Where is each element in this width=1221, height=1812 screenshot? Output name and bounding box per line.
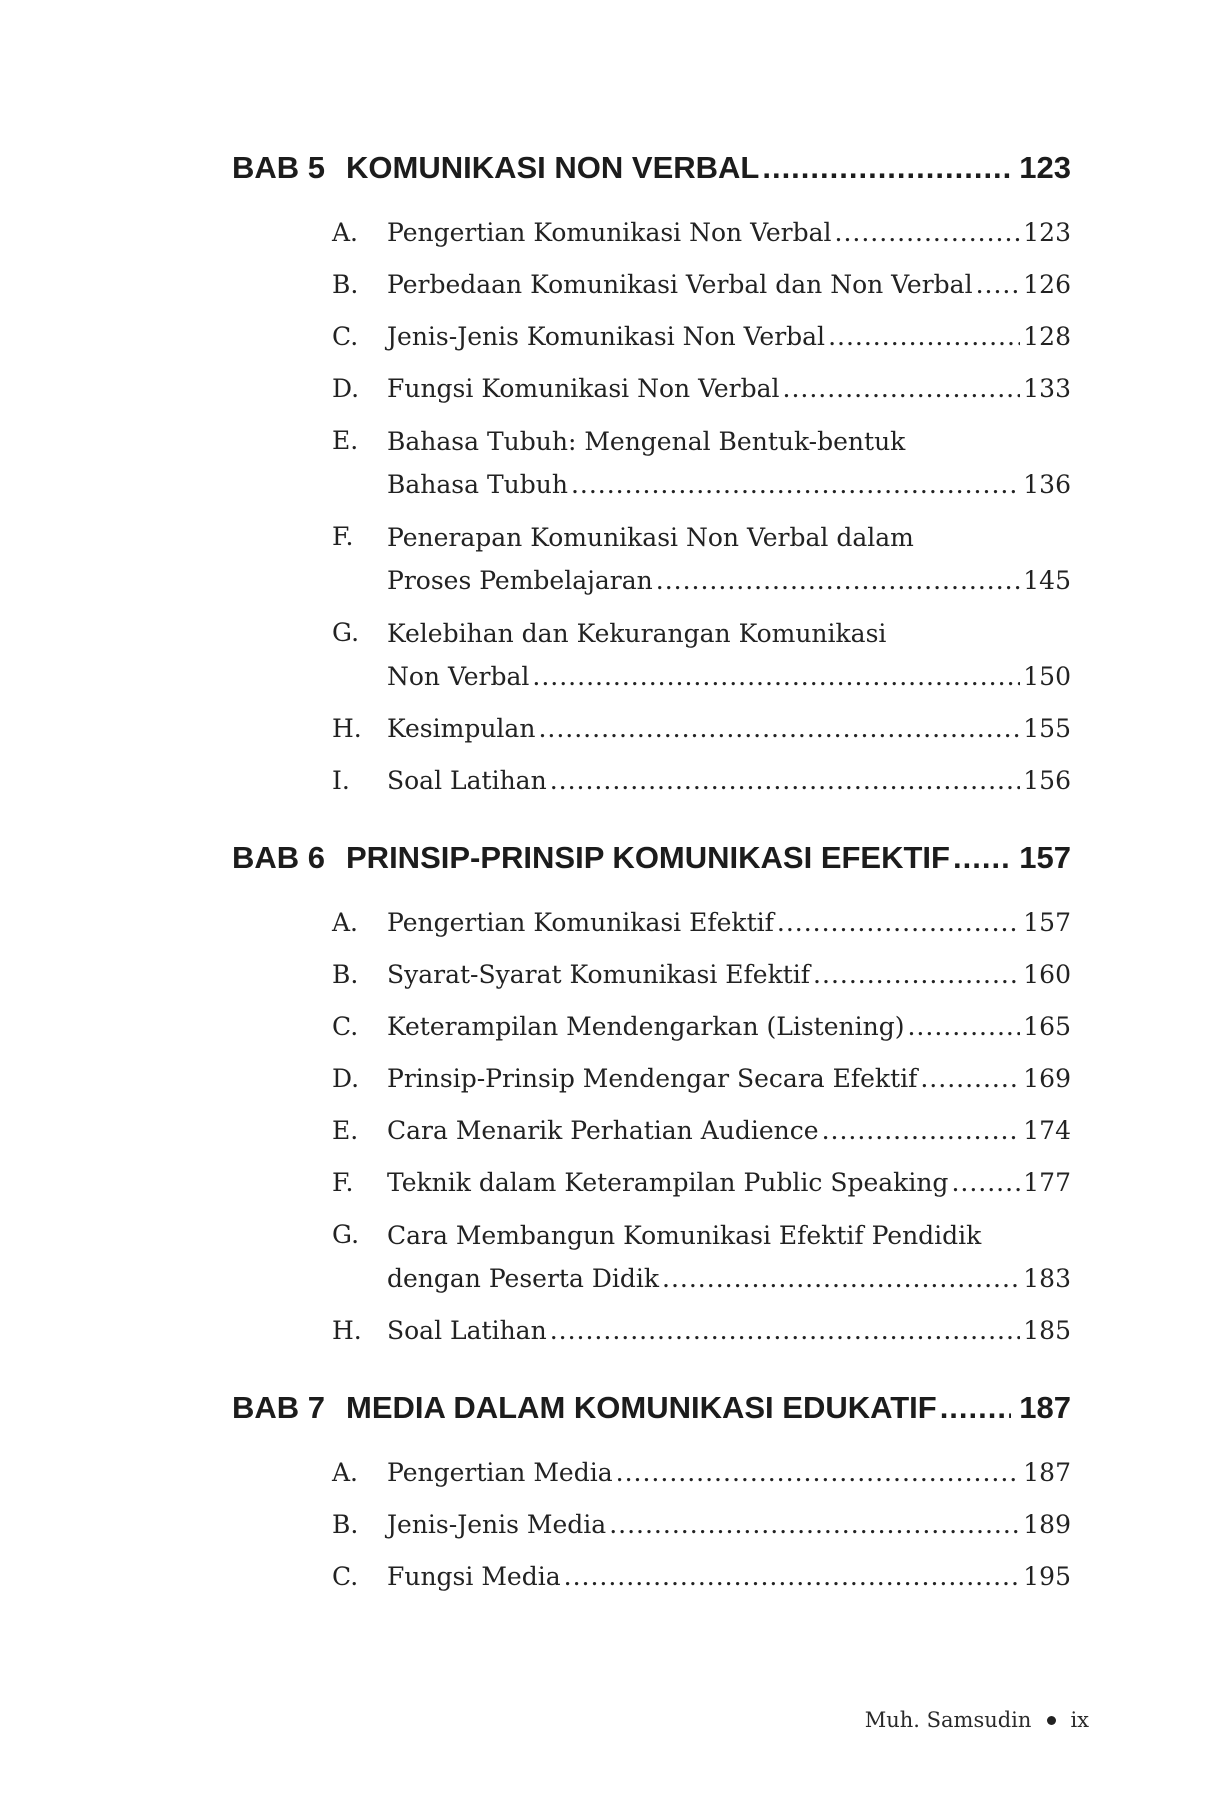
entry-letter: F. bbox=[332, 522, 354, 551]
toc-entry[interactable] bbox=[232, 264, 1071, 306]
entry-title: Soal Latihan bbox=[387, 1316, 547, 1345]
chapter-number: BAB 7 bbox=[232, 1390, 326, 1425]
toc-entry[interactable] bbox=[232, 1058, 1071, 1100]
bullet-icon bbox=[1047, 1716, 1056, 1725]
chapter-section bbox=[232, 150, 1071, 802]
toc-entry[interactable] bbox=[232, 1556, 1071, 1598]
dot-leader bbox=[783, 368, 1021, 410]
entry-letter: A. bbox=[332, 218, 359, 247]
dot-leader bbox=[656, 560, 1021, 602]
toc-entry[interactable] bbox=[232, 420, 1071, 506]
entry-title: Cara Membangun Komunikasi Efektif Pendidik bbox=[387, 1221, 982, 1250]
entry-letter: E. bbox=[332, 1116, 359, 1145]
entry-title: Prinsip-Prinsip Mendengar Secara Efektif bbox=[387, 1064, 918, 1093]
entry-title: Fungsi Media bbox=[387, 1562, 561, 1591]
dot-leader bbox=[951, 1162, 1020, 1204]
toc-entry[interactable] bbox=[232, 1006, 1071, 1048]
entry-title: Jenis-Jenis Media bbox=[387, 1510, 607, 1539]
entry-letter: G. bbox=[332, 1220, 360, 1249]
entry-page-number: 189 bbox=[1023, 1510, 1071, 1539]
toc-entry[interactable] bbox=[232, 612, 1071, 698]
entry-letter: H. bbox=[332, 714, 362, 743]
entry-title: Keterampilan Mendengarkan (Listening) bbox=[387, 1012, 905, 1041]
entry-page-number: 183 bbox=[1023, 1264, 1071, 1293]
dot-leader bbox=[828, 316, 1020, 358]
entry-title: Kelebihan dan Kekurangan Komunikasi bbox=[387, 619, 887, 648]
entry-title: Kesimpulan bbox=[387, 714, 536, 743]
entry-title: dengan Peserta Didik bbox=[387, 1264, 660, 1293]
entry-letter: G. bbox=[332, 618, 360, 647]
entry-title: Cara Menarik Perhatian Audience bbox=[387, 1116, 819, 1145]
entry-page-number: 133 bbox=[1023, 374, 1071, 403]
chapter-title: MEDIA DALAM KOMUNIKASI EDUKATIF bbox=[346, 1390, 937, 1425]
chapter-page-number: 157 bbox=[1019, 840, 1071, 875]
entry-page-number: 123 bbox=[1023, 218, 1071, 247]
chapter-heading[interactable] bbox=[232, 150, 1071, 202]
dot-leader bbox=[609, 1504, 1020, 1546]
toc-entry[interactable] bbox=[232, 516, 1071, 602]
dot-leader bbox=[762, 150, 1011, 186]
entry-page-number: 150 bbox=[1023, 662, 1071, 691]
dot-leader bbox=[550, 760, 1021, 802]
toc-entry[interactable] bbox=[232, 1214, 1071, 1300]
entry-page-number: 165 bbox=[1023, 1012, 1071, 1041]
entry-letter: E. bbox=[332, 426, 359, 455]
entry-title: Pengertian Komunikasi Efektif bbox=[387, 908, 774, 937]
entry-letter: H. bbox=[332, 1316, 362, 1345]
entry-title: Syarat-Syarat Komunikasi Efektif bbox=[387, 960, 811, 989]
dot-leader bbox=[976, 264, 1021, 306]
footer-author: Muh. Samsudin bbox=[864, 1708, 1032, 1732]
entry-page-number: 156 bbox=[1023, 766, 1071, 795]
entry-page-number: 177 bbox=[1023, 1168, 1071, 1197]
entry-letter: D. bbox=[332, 1064, 360, 1093]
toc-entry[interactable] bbox=[232, 1310, 1071, 1352]
entry-title: Jenis-Jenis Komunikasi Non Verbal bbox=[387, 322, 826, 351]
entry-title: Pengertian Media bbox=[387, 1458, 613, 1487]
dot-leader bbox=[571, 464, 1020, 506]
entry-letter: B. bbox=[332, 960, 359, 989]
entry-page-number: 185 bbox=[1023, 1316, 1071, 1345]
entry-page-number: 145 bbox=[1023, 566, 1071, 595]
entry-title: Soal Latihan bbox=[387, 766, 547, 795]
entry-title: Perbedaan Komunikasi Verbal dan Non Verbal bbox=[387, 270, 973, 299]
footer-page-number: ix bbox=[1070, 1708, 1089, 1732]
entry-letter: C. bbox=[332, 322, 359, 351]
toc-entry[interactable] bbox=[232, 1110, 1071, 1152]
chapter-number: BAB 5 bbox=[232, 150, 326, 185]
dot-leader bbox=[940, 1390, 1012, 1426]
dot-leader bbox=[538, 708, 1020, 750]
toc-entry[interactable] bbox=[232, 212, 1071, 254]
entry-letter: A. bbox=[332, 1458, 359, 1487]
entry-title: Bahasa Tubuh bbox=[387, 470, 568, 499]
toc-entry[interactable] bbox=[232, 954, 1071, 996]
dot-leader bbox=[920, 1058, 1020, 1100]
dot-leader bbox=[777, 902, 1020, 944]
table-of-contents bbox=[232, 150, 1071, 1636]
entry-title: Penerapan Komunikasi Non Verbal dalam bbox=[387, 523, 914, 552]
entry-letter: D. bbox=[332, 374, 360, 403]
dot-leader bbox=[953, 840, 1011, 876]
entry-page-number: 157 bbox=[1023, 908, 1071, 937]
entry-letter: B. bbox=[332, 1510, 359, 1539]
toc-entry[interactable] bbox=[232, 1452, 1071, 1494]
entry-title: Bahasa Tubuh: Mengenal Bentuk-bentuk bbox=[387, 427, 906, 456]
chapter-title: KOMUNIKASI NON VERBAL bbox=[346, 150, 760, 185]
dot-leader bbox=[616, 1452, 1021, 1494]
chapter-heading[interactable] bbox=[232, 840, 1071, 892]
page-footer bbox=[865, 1708, 1089, 1732]
entry-title: Proses Pembelajaran bbox=[387, 566, 653, 595]
chapter-title: PRINSIP-PRINSIP KOMUNIKASI EFEKTIF bbox=[346, 840, 950, 875]
toc-entry[interactable] bbox=[232, 1504, 1071, 1546]
chapter-section bbox=[232, 840, 1071, 1352]
entry-page-number: 128 bbox=[1023, 322, 1071, 351]
entry-page-number: 187 bbox=[1023, 1458, 1071, 1487]
entry-page-number: 126 bbox=[1023, 270, 1071, 299]
entry-title: Pengertian Komunikasi Non Verbal bbox=[387, 218, 832, 247]
entry-title: Fungsi Komunikasi Non Verbal bbox=[387, 374, 780, 403]
chapter-page-number: 187 bbox=[1019, 1390, 1071, 1425]
entry-title: Teknik dalam Keterampilan Public Speaking bbox=[387, 1168, 949, 1197]
dot-leader bbox=[550, 1310, 1021, 1352]
toc-entry[interactable] bbox=[232, 368, 1071, 410]
entry-page-number: 174 bbox=[1023, 1116, 1071, 1145]
dot-leader bbox=[662, 1258, 1020, 1300]
dot-leader bbox=[813, 954, 1020, 996]
chapter-heading[interactable] bbox=[232, 1390, 1071, 1442]
dot-leader bbox=[564, 1556, 1021, 1598]
entry-page-number: 195 bbox=[1023, 1562, 1071, 1591]
entry-title: Non Verbal bbox=[387, 662, 530, 691]
entry-letter: I. bbox=[332, 766, 350, 795]
entry-letter: C. bbox=[332, 1012, 359, 1041]
dot-leader bbox=[532, 656, 1020, 698]
dot-leader bbox=[835, 212, 1021, 254]
toc-entry[interactable] bbox=[232, 708, 1071, 750]
chapter-section bbox=[232, 1390, 1071, 1598]
chapter-page-number: 123 bbox=[1019, 150, 1071, 185]
toc-entry[interactable] bbox=[232, 316, 1071, 358]
entry-page-number: 169 bbox=[1023, 1064, 1071, 1093]
entry-letter: C. bbox=[332, 1562, 359, 1591]
dot-leader bbox=[907, 1006, 1020, 1048]
entry-page-number: 136 bbox=[1023, 470, 1071, 499]
toc-entry[interactable] bbox=[232, 902, 1071, 944]
entry-letter: B. bbox=[332, 270, 359, 299]
toc-entry[interactable] bbox=[232, 760, 1071, 802]
entry-letter: F. bbox=[332, 1168, 354, 1197]
toc-entry[interactable] bbox=[232, 1162, 1071, 1204]
entry-letter: A. bbox=[332, 908, 359, 937]
dot-leader bbox=[822, 1110, 1021, 1152]
entry-page-number: 155 bbox=[1023, 714, 1071, 743]
entry-page-number: 160 bbox=[1023, 960, 1071, 989]
chapter-number: BAB 6 bbox=[232, 840, 326, 875]
